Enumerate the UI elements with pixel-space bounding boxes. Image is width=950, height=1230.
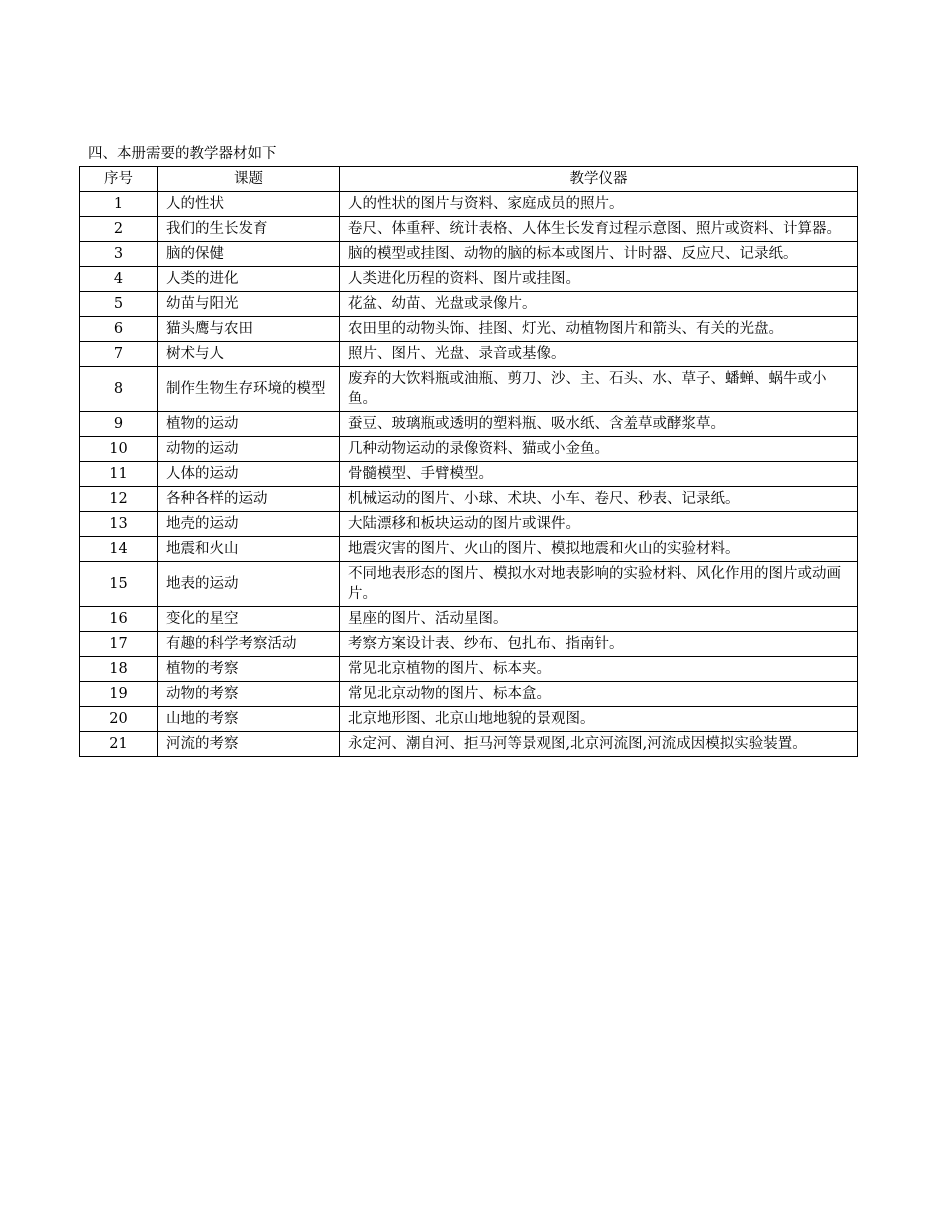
row-instruments-cell: 农田里的动物头饰、挂图、灯光、动植物图片和箭头、有关的光盘。: [340, 317, 858, 342]
row-instruments-cell: 人的性状的图片与资料、家庭成员的照片。: [340, 192, 858, 217]
table-row: [80, 682, 858, 707]
row-number-cell: 12: [80, 487, 158, 512]
column-header-instruments: 教学仪器: [340, 167, 858, 192]
table-row: [80, 562, 858, 607]
row-topic-cell: 脑的保健: [158, 242, 340, 267]
row-number-cell: 10: [80, 437, 158, 462]
row-topic-cell: 地壳的运动: [158, 512, 340, 537]
row-instruments-cell: 脑的模型或挂图、动物的脑的标本或图片、计时器、反应尺、记录纸。: [340, 242, 858, 267]
table-row: [80, 437, 858, 462]
table-row: [80, 242, 858, 267]
row-topic-cell: 幼苗与阳光: [158, 292, 340, 317]
row-number-cell: 11: [80, 462, 158, 487]
table-row: [80, 192, 858, 217]
table-row: [80, 607, 858, 632]
row-instruments-cell: 机械运动的图片、小球、术块、小车、卷尺、秒表、记录纸。: [340, 487, 858, 512]
row-instruments-cell: 花盆、幼苗、光盘或录像片。: [340, 292, 858, 317]
table-row: [80, 487, 858, 512]
table-row: [80, 537, 858, 562]
row-topic-cell: 树术与人: [158, 342, 340, 367]
row-number-cell: 2: [80, 217, 158, 242]
table-row: [80, 512, 858, 537]
row-number-cell: 3: [80, 242, 158, 267]
row-instruments-cell: 废弃的大饮料瓶或油瓶、剪刀、沙、主、石头、水、草子、蟠蝉、蜗牛或小鱼。: [340, 367, 858, 412]
row-instruments-cell: 人类进化历程的资料、图片或挂图。: [340, 267, 858, 292]
row-topic-cell: 各种各样的运动: [158, 487, 340, 512]
row-instruments-cell: 几种动物运动的录像资料、猫或小金鱼。: [340, 437, 858, 462]
table-row: [80, 217, 858, 242]
row-topic-cell: 猫头鹰与农田: [158, 317, 340, 342]
row-number-cell: 13: [80, 512, 158, 537]
row-topic-cell: 人体的运动: [158, 462, 340, 487]
row-number-cell: 14: [80, 537, 158, 562]
column-header-number: 序号: [80, 167, 158, 192]
row-instruments-cell: 照片、图片、光盘、录音或基像。: [340, 342, 858, 367]
table-row: [80, 267, 858, 292]
row-instruments-cell: 大陆漂移和板块运动的图片或课件。: [340, 512, 858, 537]
row-number-cell: 18: [80, 657, 158, 682]
column-header-topic: 课题: [158, 167, 340, 192]
row-instruments-cell: 星座的图片、活动星图。: [340, 607, 858, 632]
row-number-cell: 5: [80, 292, 158, 317]
table-row: [80, 342, 858, 367]
row-topic-cell: 植物的运动: [158, 412, 340, 437]
row-number-cell: 21: [80, 732, 158, 757]
row-number-cell: 16: [80, 607, 158, 632]
row-topic-cell: 地表的运动: [158, 562, 340, 607]
row-number-cell: 8: [80, 367, 158, 412]
row-topic-cell: 河流的考察: [158, 732, 340, 757]
row-number-cell: 17: [80, 632, 158, 657]
table-row: [80, 632, 858, 657]
row-instruments-cell: 常见北京动物的图片、标本盒。: [340, 682, 858, 707]
row-number-cell: 9: [80, 412, 158, 437]
row-instruments-cell: 永定河、潮自河、拒马河等景观图,北京河流图,河流成因模拟实验装置。: [340, 732, 858, 757]
table-row: [80, 412, 858, 437]
row-number-cell: 6: [80, 317, 158, 342]
table-row: [80, 732, 858, 757]
row-topic-cell: 动物的运动: [158, 437, 340, 462]
table-body: [80, 192, 858, 757]
row-topic-cell: 有趣的科学考察活动: [158, 632, 340, 657]
row-number-cell: 1: [80, 192, 158, 217]
row-instruments-cell: 地震灾害的图片、火山的图片、模拟地震和火山的实验材料。: [340, 537, 858, 562]
row-instruments-cell: 考察方案设计表、纱布、包扎布、指南针。: [340, 632, 858, 657]
equipment-table: [79, 166, 858, 757]
row-instruments-cell: 卷尺、体重秤、统计表格、人体生长发育过程示意图、照片或资料、计算器。: [340, 217, 858, 242]
row-instruments-cell: 常见北京植物的图片、标本夹。: [340, 657, 858, 682]
table-row: [80, 657, 858, 682]
table-row: [80, 462, 858, 487]
row-topic-cell: 地震和火山: [158, 537, 340, 562]
row-topic-cell: 变化的星空: [158, 607, 340, 632]
row-instruments-cell: 不同地表形态的图片、模拟水对地表影响的实验材料、风化作用的图片或动画片。: [340, 562, 858, 607]
row-number-cell: 7: [80, 342, 158, 367]
row-instruments-cell: 骨髓模型、手臂模型。: [340, 462, 858, 487]
row-topic-cell: 制作生物生存环境的模型: [158, 367, 340, 412]
row-topic-cell: 我们的生长发育: [158, 217, 340, 242]
row-topic-cell: 动物的考察: [158, 682, 340, 707]
row-instruments-cell: 北京地形图、北京山地地貌的景观图。: [340, 707, 858, 732]
row-topic-cell: 人的性状: [158, 192, 340, 217]
row-number-cell: 15: [80, 562, 158, 607]
row-topic-cell: 人类的进化: [158, 267, 340, 292]
row-number-cell: 19: [80, 682, 158, 707]
section-heading: 四、本册需要的教学器材如下: [88, 146, 277, 162]
row-instruments-cell: 蚕豆、玻璃瓶或透明的塑料瓶、吸水纸、含羞草或酵浆草。: [340, 412, 858, 437]
row-topic-cell: 山地的考察: [158, 707, 340, 732]
row-number-cell: 4: [80, 267, 158, 292]
table-row: [80, 367, 858, 412]
row-topic-cell: 植物的考察: [158, 657, 340, 682]
table-row: [80, 707, 858, 732]
table-row: [80, 292, 858, 317]
table-header-row: [80, 167, 858, 192]
table-row: [80, 317, 858, 342]
row-number-cell: 20: [80, 707, 158, 732]
